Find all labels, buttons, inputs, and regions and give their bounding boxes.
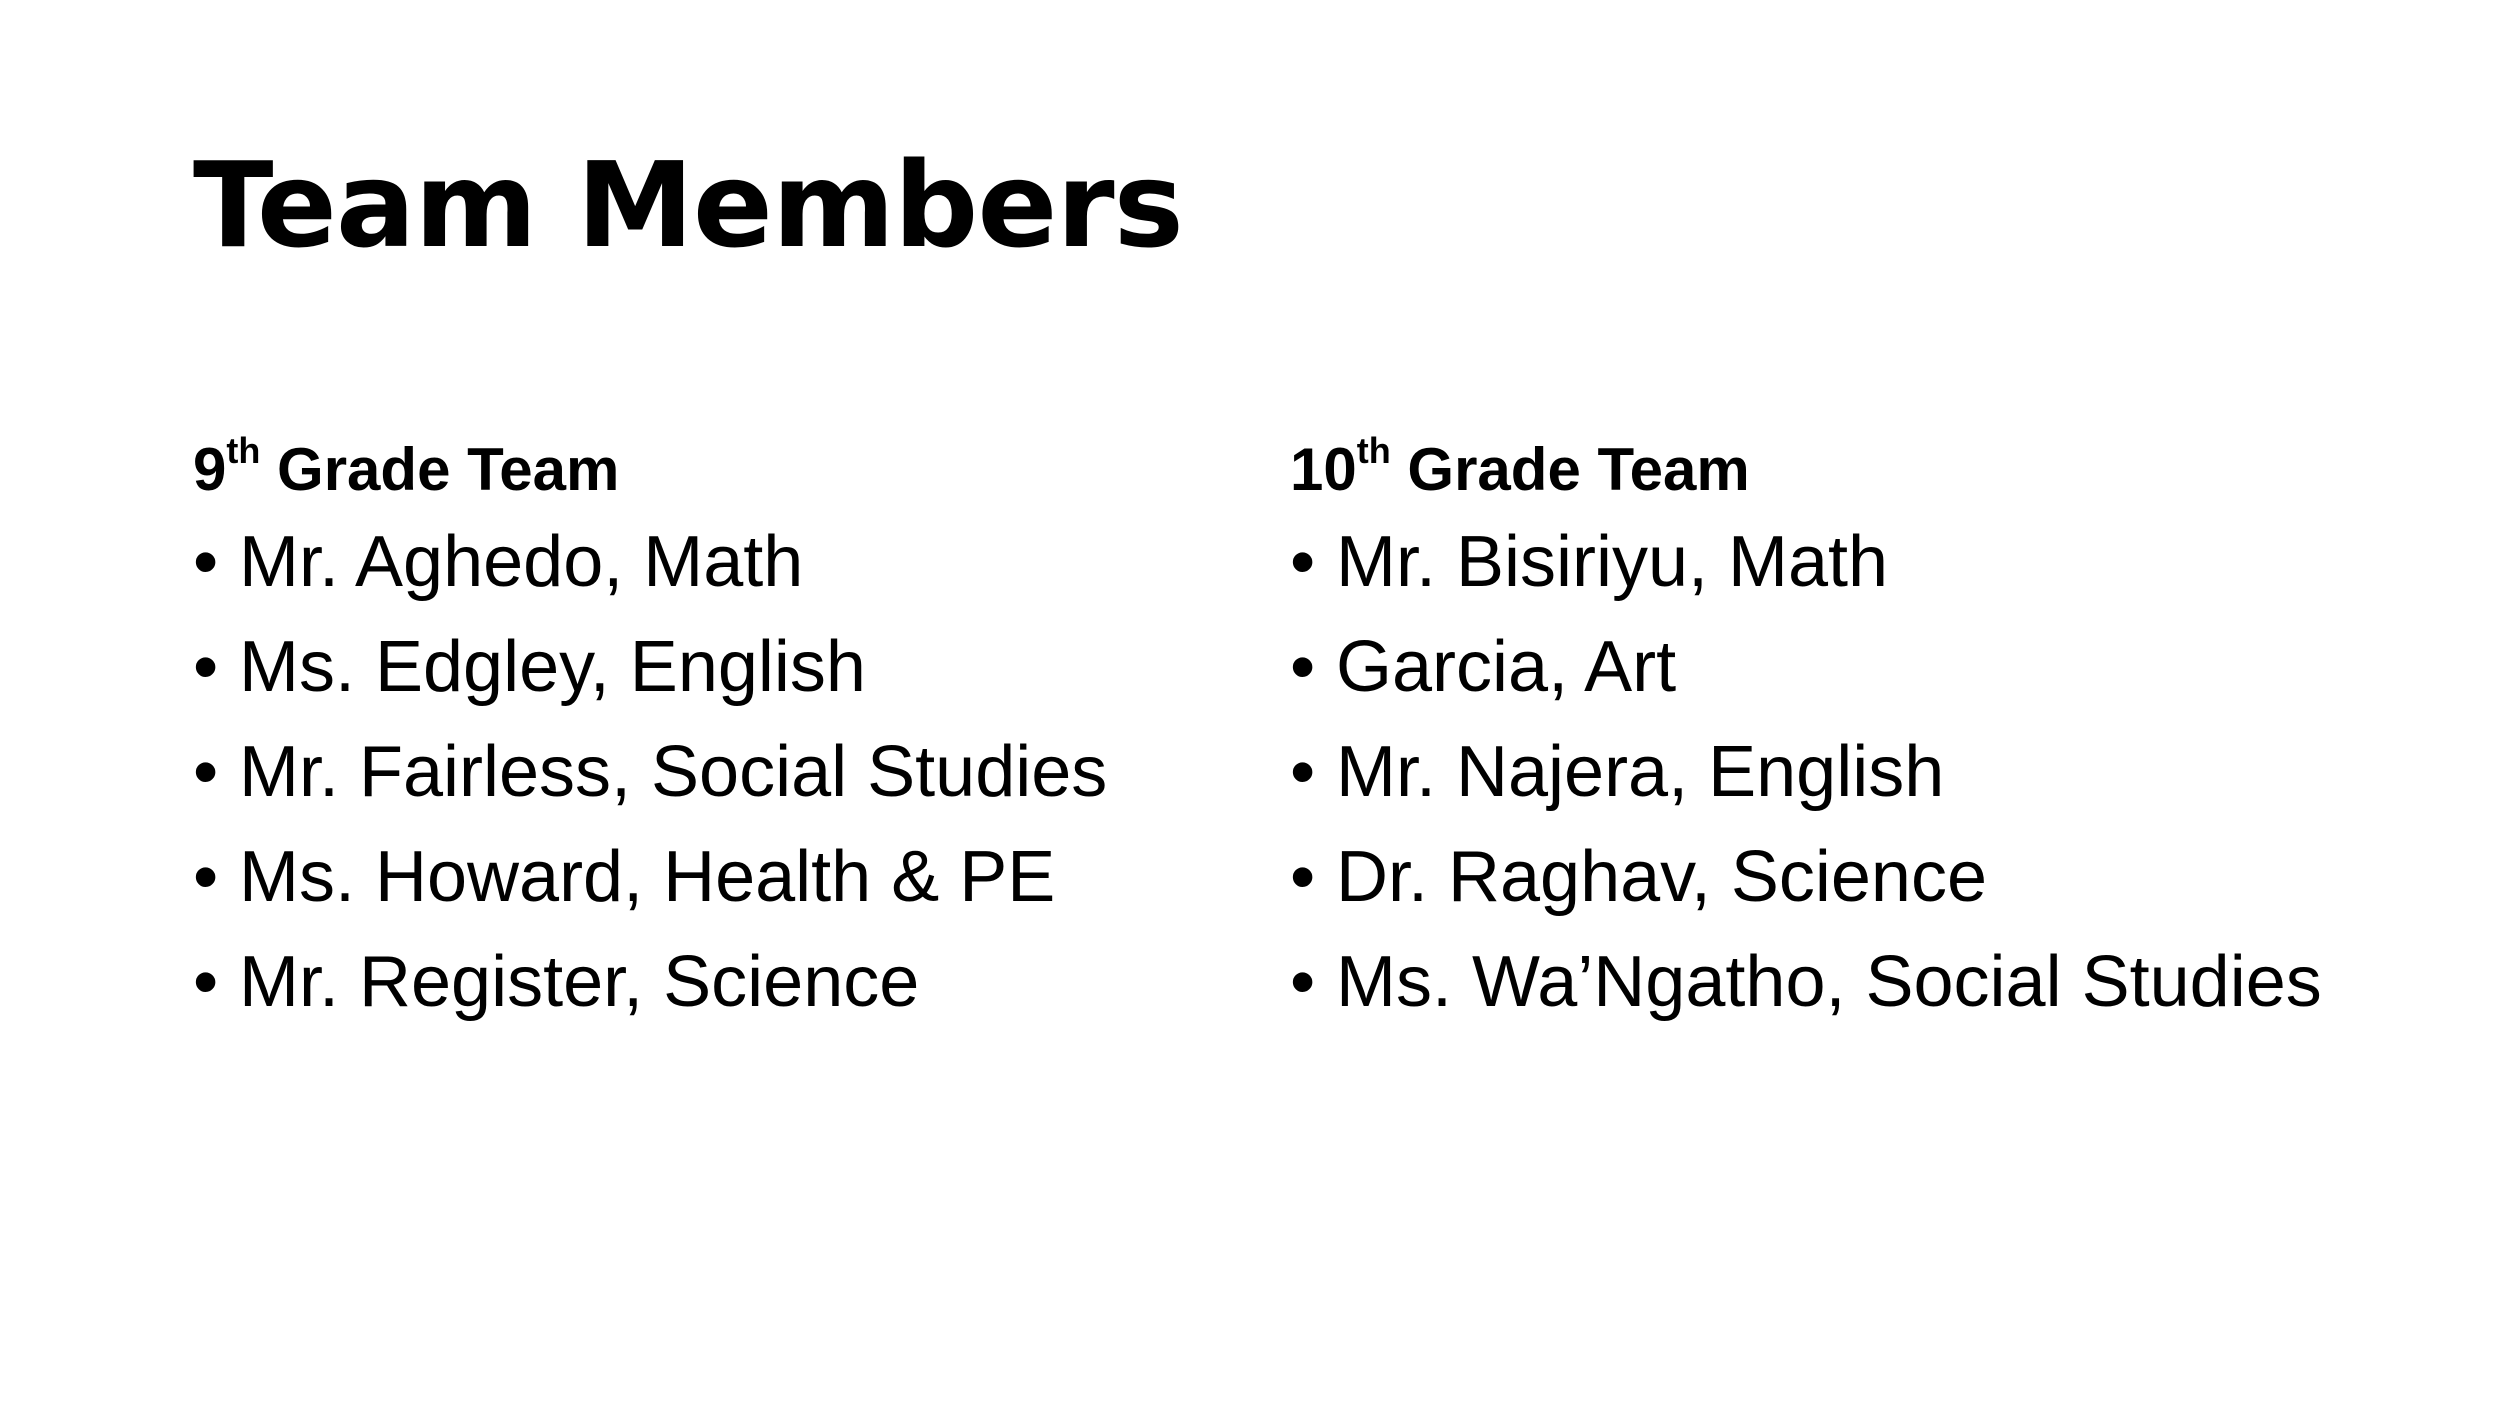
slide-title: Team Members [193, 136, 1183, 274]
tenth-grade-member-list [1290, 510, 2410, 1035]
heading-number: 10 [1290, 436, 1357, 503]
heading-ordinal-suffix: th [226, 430, 261, 471]
list-item: • Mr. Najera, English [1290, 720, 2410, 825]
tenth-grade-team-column [1290, 430, 2410, 1035]
list-item: • Ms. Edgley, English [193, 615, 1313, 720]
ninth-grade-team-heading [193, 430, 1313, 510]
heading-text: Grade Team [260, 436, 620, 503]
list-item: • Mr. Aghedo, Math [193, 510, 1313, 615]
tenth-grade-team-heading [1290, 430, 2410, 510]
list-item: • Mr. Fairless, Social Studies [193, 720, 1313, 825]
list-item: • Mr. Bisiriyu, Math [1290, 510, 2410, 615]
heading-ordinal-suffix: th [1356, 430, 1391, 471]
list-item: • Garcia, Art [1290, 615, 2410, 720]
list-item: • Ms. Howard, Health & PE [193, 825, 1313, 930]
list-item: • Ms. Wa’Ngatho, Social Studies [1290, 930, 2410, 1035]
ninth-grade-member-list [193, 510, 1313, 1035]
heading-text: Grade Team [1390, 436, 1750, 503]
list-item: • Mr. Register, Science [193, 930, 1313, 1035]
list-item: • Dr. Raghav, Science [1290, 825, 2410, 930]
ninth-grade-team-column [193, 430, 1313, 1035]
heading-number: 9 [193, 436, 227, 503]
